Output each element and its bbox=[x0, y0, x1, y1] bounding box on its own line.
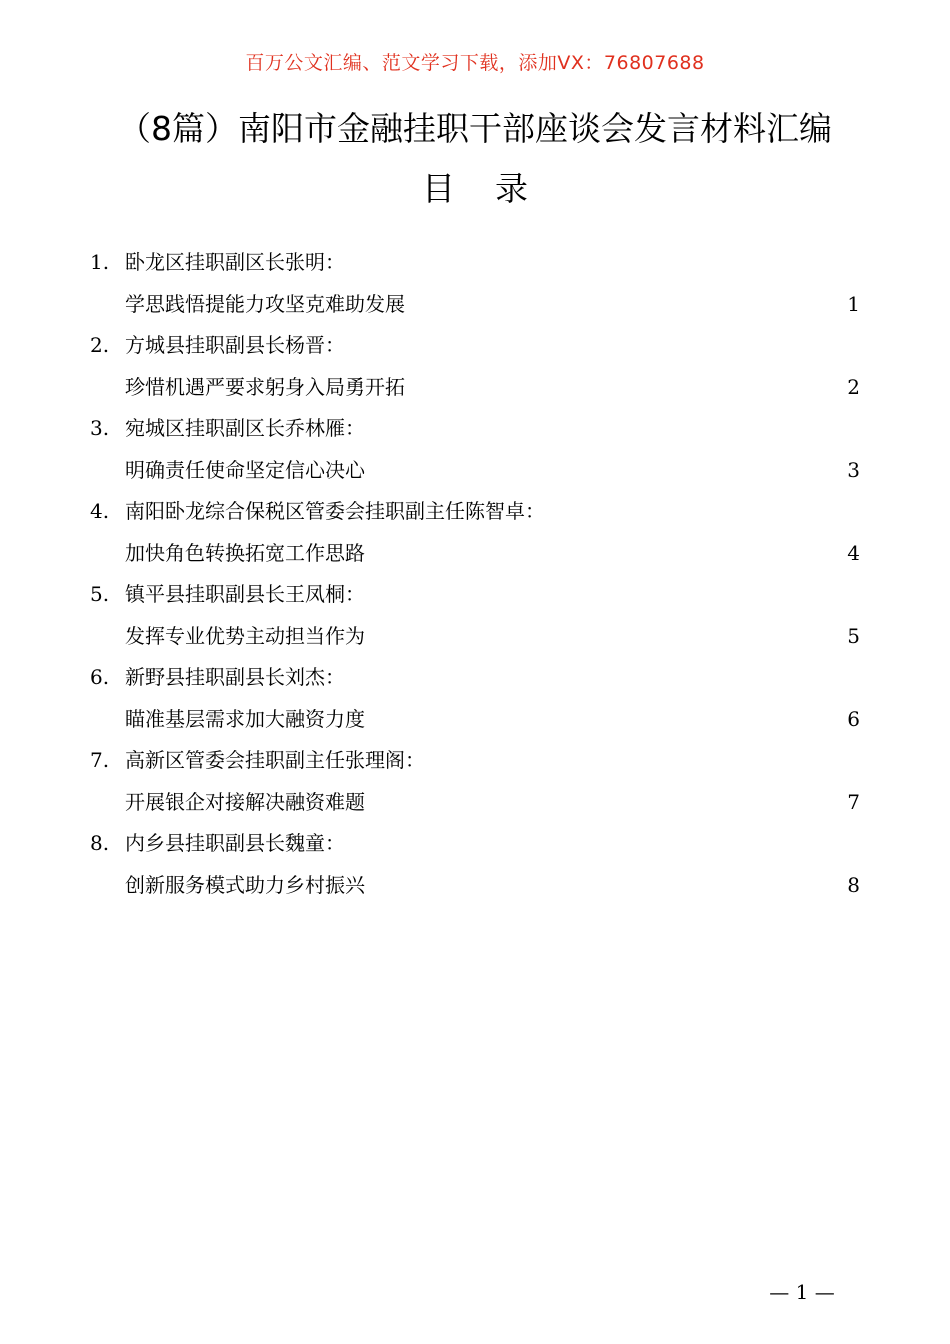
toc-entry bbox=[90, 242, 860, 325]
toc-entry-page: 8 bbox=[847, 872, 860, 897]
toc-entry-page: 2 bbox=[847, 374, 860, 399]
toc-author-line bbox=[90, 823, 860, 865]
toc-entry bbox=[90, 491, 860, 574]
toc-entry-number: 5. bbox=[90, 582, 110, 606]
toc-entry bbox=[90, 657, 860, 740]
toc-entry-number: 7. bbox=[90, 748, 110, 772]
toc-entry-author: 方城县挂职副县长杨晋： bbox=[125, 333, 345, 357]
toc-entry-author: 宛城区挂职副区长乔林雁： bbox=[125, 416, 365, 440]
toc-entry-author: 高新区管委会挂职副主任张理阁： bbox=[125, 748, 425, 772]
toc-author-line bbox=[90, 657, 860, 699]
toc-article-line bbox=[90, 616, 860, 658]
toc-article-line bbox=[90, 533, 860, 575]
toc-entry-article: 学思践悟提能力攻坚克难助发展 bbox=[125, 291, 405, 316]
toc-entry-number: 4. bbox=[90, 499, 110, 523]
toc-entry-page: 5 bbox=[847, 623, 860, 648]
table-of-contents bbox=[90, 242, 860, 906]
toc-entry-number: 8. bbox=[90, 831, 110, 855]
toc-entry-article: 明确责任使命坚定信心决心 bbox=[125, 457, 365, 482]
toc-entry-page: 3 bbox=[847, 457, 860, 482]
toc-author-line bbox=[90, 740, 860, 782]
toc-entry-article: 创新服务模式助力乡村振兴 bbox=[125, 872, 365, 897]
toc-entry-page: 7 bbox=[847, 789, 860, 814]
toc-author-line bbox=[90, 242, 860, 284]
toc-entry-article: 加快角色转换拓宽工作思路 bbox=[125, 540, 365, 565]
toc-article-line bbox=[90, 865, 860, 907]
toc-entry-number: 3. bbox=[90, 416, 110, 440]
toc-entry-page: 6 bbox=[847, 706, 860, 731]
watermark-banner: 百万公文汇编、范文学习下载，添加VX：76807688 bbox=[245, 52, 705, 74]
toc-entry bbox=[90, 325, 860, 408]
toc-entry-number: 6. bbox=[90, 665, 110, 689]
toc-entry bbox=[90, 408, 860, 491]
document-title: （8篇）南阳市金融挂职干部座谈会发言材料汇编 bbox=[118, 109, 832, 148]
toc-article-line bbox=[90, 782, 860, 824]
toc-entry-article: 发挥专业优势主动担当作为 bbox=[125, 623, 365, 648]
toc-author-line bbox=[90, 408, 860, 450]
toc-entry bbox=[90, 823, 860, 906]
toc-entry-number: 2. bbox=[90, 333, 110, 357]
toc-article-line bbox=[90, 450, 860, 492]
toc-entry-author: 南阳卧龙综合保税区管委会挂职副主任陈智卓： bbox=[125, 499, 545, 523]
toc-entry bbox=[90, 574, 860, 657]
toc-author-line bbox=[90, 325, 860, 367]
toc-entry-page: 1 bbox=[847, 291, 860, 316]
toc-author-line bbox=[90, 491, 860, 533]
page-number-footer: — 1 — bbox=[769, 1280, 835, 1304]
toc-entry-article: 珍惜机遇严要求躬身入局勇开拓 bbox=[125, 374, 405, 399]
toc-entry-article: 开展银企对接解决融资难题 bbox=[125, 789, 365, 814]
toc-entry-number: 1. bbox=[90, 250, 110, 274]
toc-article-line bbox=[90, 699, 860, 741]
toc-author-line bbox=[90, 574, 860, 616]
toc-entry-author: 内乡县挂职副县长魏童： bbox=[125, 831, 345, 855]
toc-entry-author: 新野县挂职副县长刘杰： bbox=[125, 665, 345, 689]
toc-article-line bbox=[90, 284, 860, 326]
toc-heading: 目录 bbox=[422, 169, 568, 208]
toc-entry-page: 4 bbox=[847, 540, 860, 565]
toc-entry-author: 卧龙区挂职副区长张明： bbox=[125, 250, 345, 274]
toc-entry bbox=[90, 740, 860, 823]
toc-article-line bbox=[90, 367, 860, 409]
toc-entry-author: 镇平县挂职副县长王凤桐： bbox=[125, 582, 365, 606]
toc-entry-article: 瞄准基层需求加大融资力度 bbox=[125, 706, 365, 731]
